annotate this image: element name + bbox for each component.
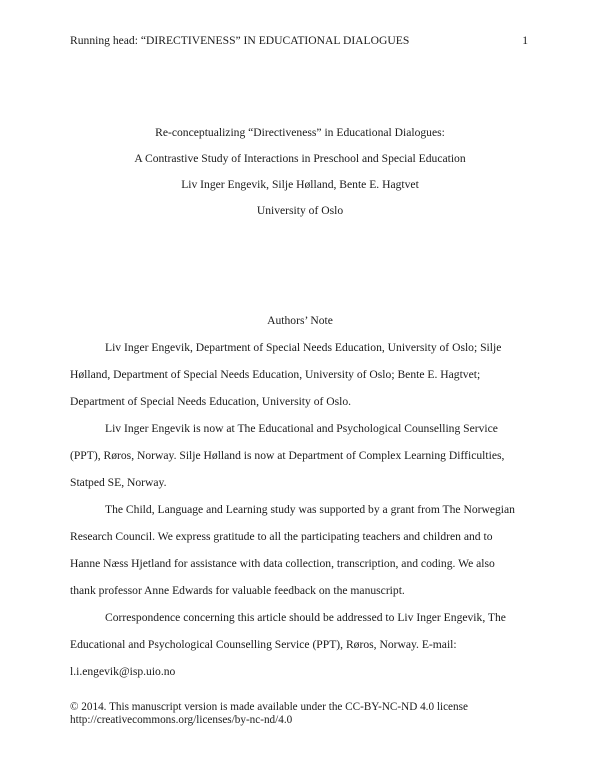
note-p4-line1: Correspondence concerning this article should be addressed to Liv Inger Engevik, The <box>105 611 506 624</box>
affiliation: University of Oslo <box>256 204 344 217</box>
note-p2-line3: Statped SE, Norway. <box>70 476 167 489</box>
running-head: Running head: “DIRECTIVENESS” IN EDUCATIONAL DIALOGUES <box>70 34 410 47</box>
note-p3-line4: thank professor Anne Edwards for valuable feedback on the manuscript. <box>70 584 405 597</box>
license-notice: © 2014. This manuscript version is made available under the CC-BY-NC-ND 4.0 license <box>70 701 468 713</box>
authors-note-heading: Authors’ Note <box>267 314 333 327</box>
license-url: http://creativecommons.org/licenses/by-nc-nd/4.0 <box>70 714 293 726</box>
title-line-1: Re-conceptualizing “Directiveness” in Educational Dialogues: <box>155 126 445 139</box>
contact-email: l.i.engevik@isp.uio.no <box>70 665 176 678</box>
note-p1-line1: Liv Inger Engevik, Department of Special Needs Education, University of Oslo; Silje <box>105 341 502 354</box>
author-list: Liv Inger Engevik, Silje Hølland, Bente E. Hagtvet <box>181 178 419 191</box>
note-p2-line2: (PPT), Røros, Norway. Silje Hølland is now at Department of Complex Learning Difficulties, <box>70 449 505 462</box>
page-number: 1 <box>522 34 528 47</box>
title-line-2: A Contrastive Study of Interactions in Preschool and Special Education <box>134 152 466 165</box>
note-p1-line2: Hølland, Department of Special Needs Education, University of Oslo; Bente E. Hagtvet; <box>70 368 481 381</box>
note-p3-line1: The Child, Language and Learning study was supported by a grant from The Norwegian <box>105 503 515 516</box>
note-p1-line3: Department of Special Needs Education, University of Oslo. <box>70 395 352 408</box>
note-p4-line2: Educational and Psychological Counselling Service (PPT), Røros, Norway. E-mail: <box>70 638 457 651</box>
note-p3-line3: Hanne Næss Hjetland for assistance with data collection, transcription, and coding. We also <box>70 557 495 570</box>
note-p2-line1: Liv Inger Engevik is now at The Educational and Psychological Counselling Service <box>105 422 498 435</box>
note-p3-line2: Research Council. We express gratitude to all the participating teachers and children and to <box>70 530 493 543</box>
